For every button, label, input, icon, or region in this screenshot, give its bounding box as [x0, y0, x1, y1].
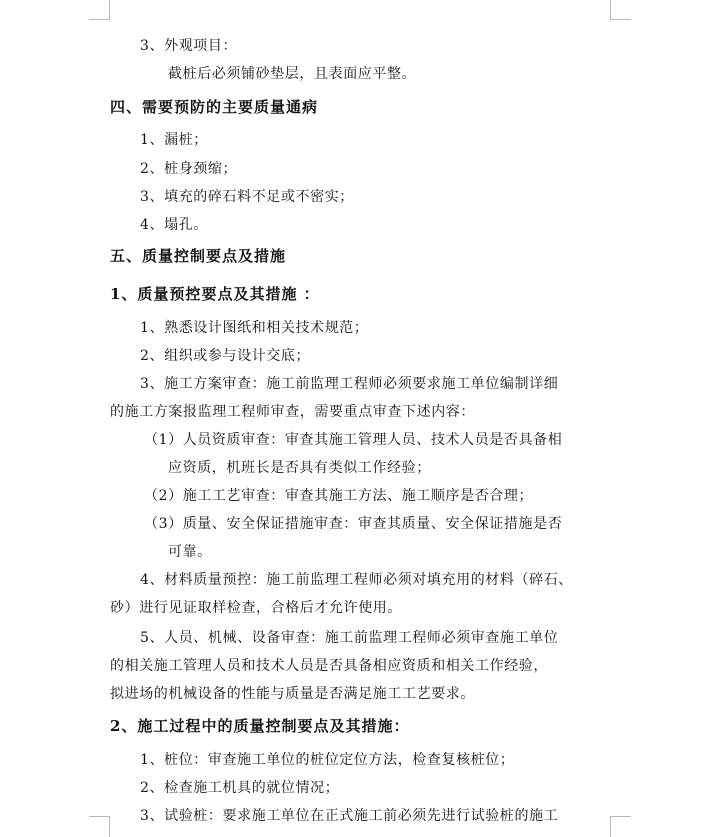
list-item-process-2: 2、检查施工机具的就位情况；: [140, 780, 340, 796]
list-item-defect-4: 4、塌孔。: [140, 217, 208, 233]
list-item-precontrol-4-cont: 砂）进行见证取样检查，合格后才允许使用。: [110, 600, 402, 616]
page-corner-mark-bottom-left: [89, 816, 110, 837]
text-line-appearance-item: 3、外观项目：: [140, 38, 238, 54]
list-item-precontrol-5-cont: 的相关施工管理人员和技术人员是否具备相应资质和相关工作经验，: [110, 658, 548, 674]
sub-item-3-cont: 可靠。: [168, 544, 212, 560]
list-item-process-1: 1、桩位：审查施工单位的桩位定位方法，检查复核桩位；: [140, 752, 515, 768]
page-corner-mark-top-left: [89, 0, 110, 20]
sub-item-1-cont: 应资质，机班长是否具有类似工作经验；: [168, 460, 431, 476]
list-item-precontrol-3: 3、施工方案审查：施工前监理工程师必须要求施工单位编制详细: [140, 376, 559, 392]
list-item-precontrol-4: 4、材料质量预控：施工前监理工程师必须对填充用的材料（碎石、: [140, 572, 573, 588]
list-item-precontrol-1: 1、熟悉设计图纸和相关技术规范；: [140, 320, 369, 336]
sub-item-1: （1）人员资质审查：审查其施工管理人员、技术人员是否具备相: [144, 432, 563, 448]
text-line-cutoff-requirement: 截桩后必须铺砂垫层，且表面应平整。: [168, 66, 417, 82]
list-item-defect-2: 2、桩身颈缩；: [140, 161, 238, 177]
list-item-precontrol-5-cont2: 拟进场的机械设备的性能与质量是否满足施工工艺要求。: [110, 686, 475, 702]
list-item-precontrol-2: 2、组织或参与设计交底；: [140, 348, 311, 364]
list-item-defect-1: 1、漏桩；: [140, 132, 208, 148]
subsection-heading-1: 1、质量预控要点及其措施 ：: [110, 285, 320, 303]
list-item-process-3: 3、试验桩：要求施工单位在正式施工前必须先进行试验桩的施工: [140, 808, 559, 824]
section-heading-4: 四、需要预防的主要质量通病: [110, 98, 319, 116]
sub-item-2: （2）施工工艺审查：审查其施工方法、施工顺序是否合理；: [144, 488, 534, 504]
list-item-precontrol-5: 5、人员、机械、设备审查：施工前监理工程师必须审查施工单位: [140, 630, 559, 646]
page-corner-mark-top-right: [610, 0, 631, 20]
list-item-precontrol-3-cont: 的施工方案报监理工程师审查，需要重点审查下述内容：: [110, 404, 475, 420]
subsection-heading-2: 2、施工过程中的质量控制要点及其措施：: [110, 717, 410, 735]
list-item-defect-3: 3、填充的碎石料不足或不密实；: [140, 189, 354, 205]
section-heading-5: 五、质量控制要点及措施: [110, 247, 287, 265]
sub-item-3: （3）质量、安全保证措施审查：审查其质量、安全保证措施是否: [144, 516, 563, 532]
